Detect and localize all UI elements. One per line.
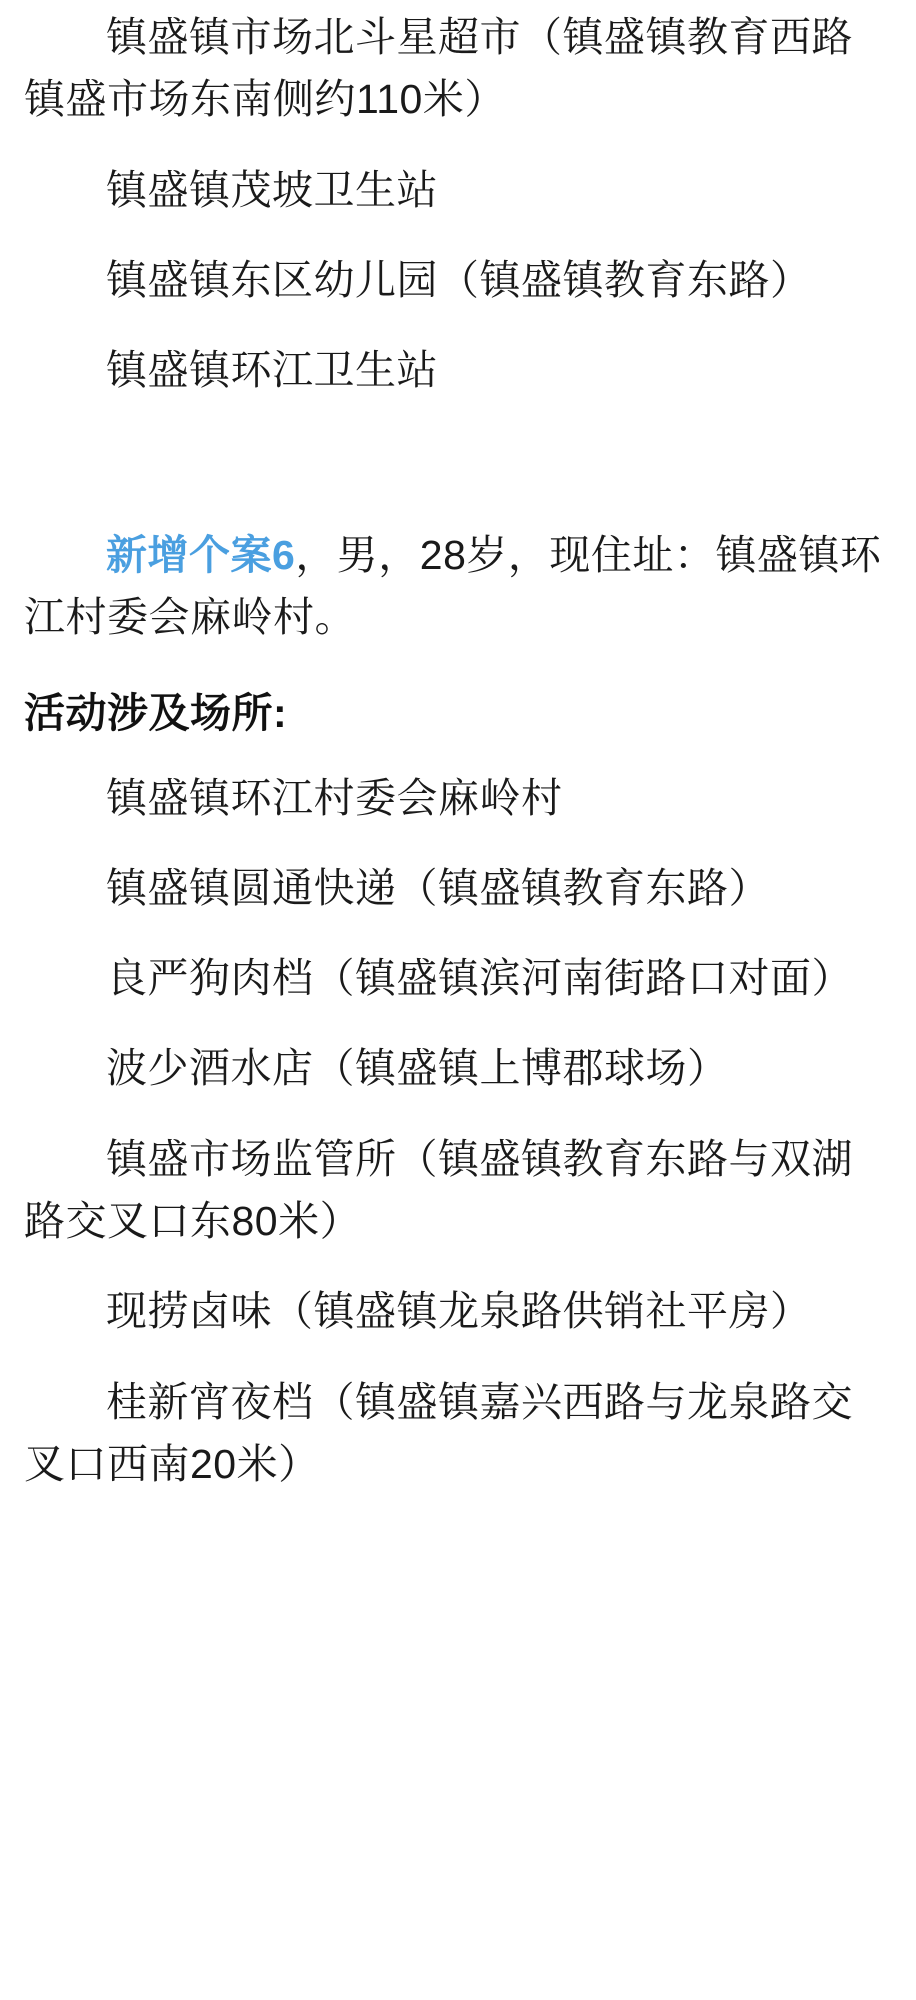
place-line: 现捞卤味（镇盛镇龙泉路供销社平房） — [106, 1288, 812, 1335]
place-line: 镇盛镇圆通快递（镇盛镇教育东路） — [106, 864, 770, 911]
section-spacer — [24, 428, 892, 524]
place-line: 镇盛镇环江村委会麻岭村 — [106, 774, 563, 821]
place-line: 镇盛镇环江卫生站 — [106, 347, 438, 394]
place-line: 波少酒水店（镇盛镇上博郡球场） — [106, 1045, 729, 1092]
place-line: 镇盛镇市场北斗星超市（镇盛镇教育西路镇盛市场东南侧约110米） — [24, 14, 853, 123]
section-heading: 活动涉及场所: — [24, 690, 288, 737]
place-line: 镇盛镇茂坡卫生站 — [106, 166, 438, 213]
case-detail: ，男，28岁，现住址：镇盛镇环江村委会麻岭村。 — [24, 531, 882, 640]
place-line: 良严狗肉档（镇盛镇滨河南街路口对面） — [106, 955, 853, 1002]
place-line: 桂新宵夜档（镇盛镇嘉兴西路与龙泉路交叉口西南20米） — [24, 1378, 853, 1487]
case-paragraph — [24, 524, 892, 649]
place-line: 镇盛镇东区幼儿园（镇盛镇教育东路） — [106, 256, 812, 303]
case-label: 新增个案6 — [106, 531, 296, 578]
place-line: 镇盛市场监管所（镇盛镇教育东路与双湖路交叉口东80米） — [24, 1135, 853, 1245]
